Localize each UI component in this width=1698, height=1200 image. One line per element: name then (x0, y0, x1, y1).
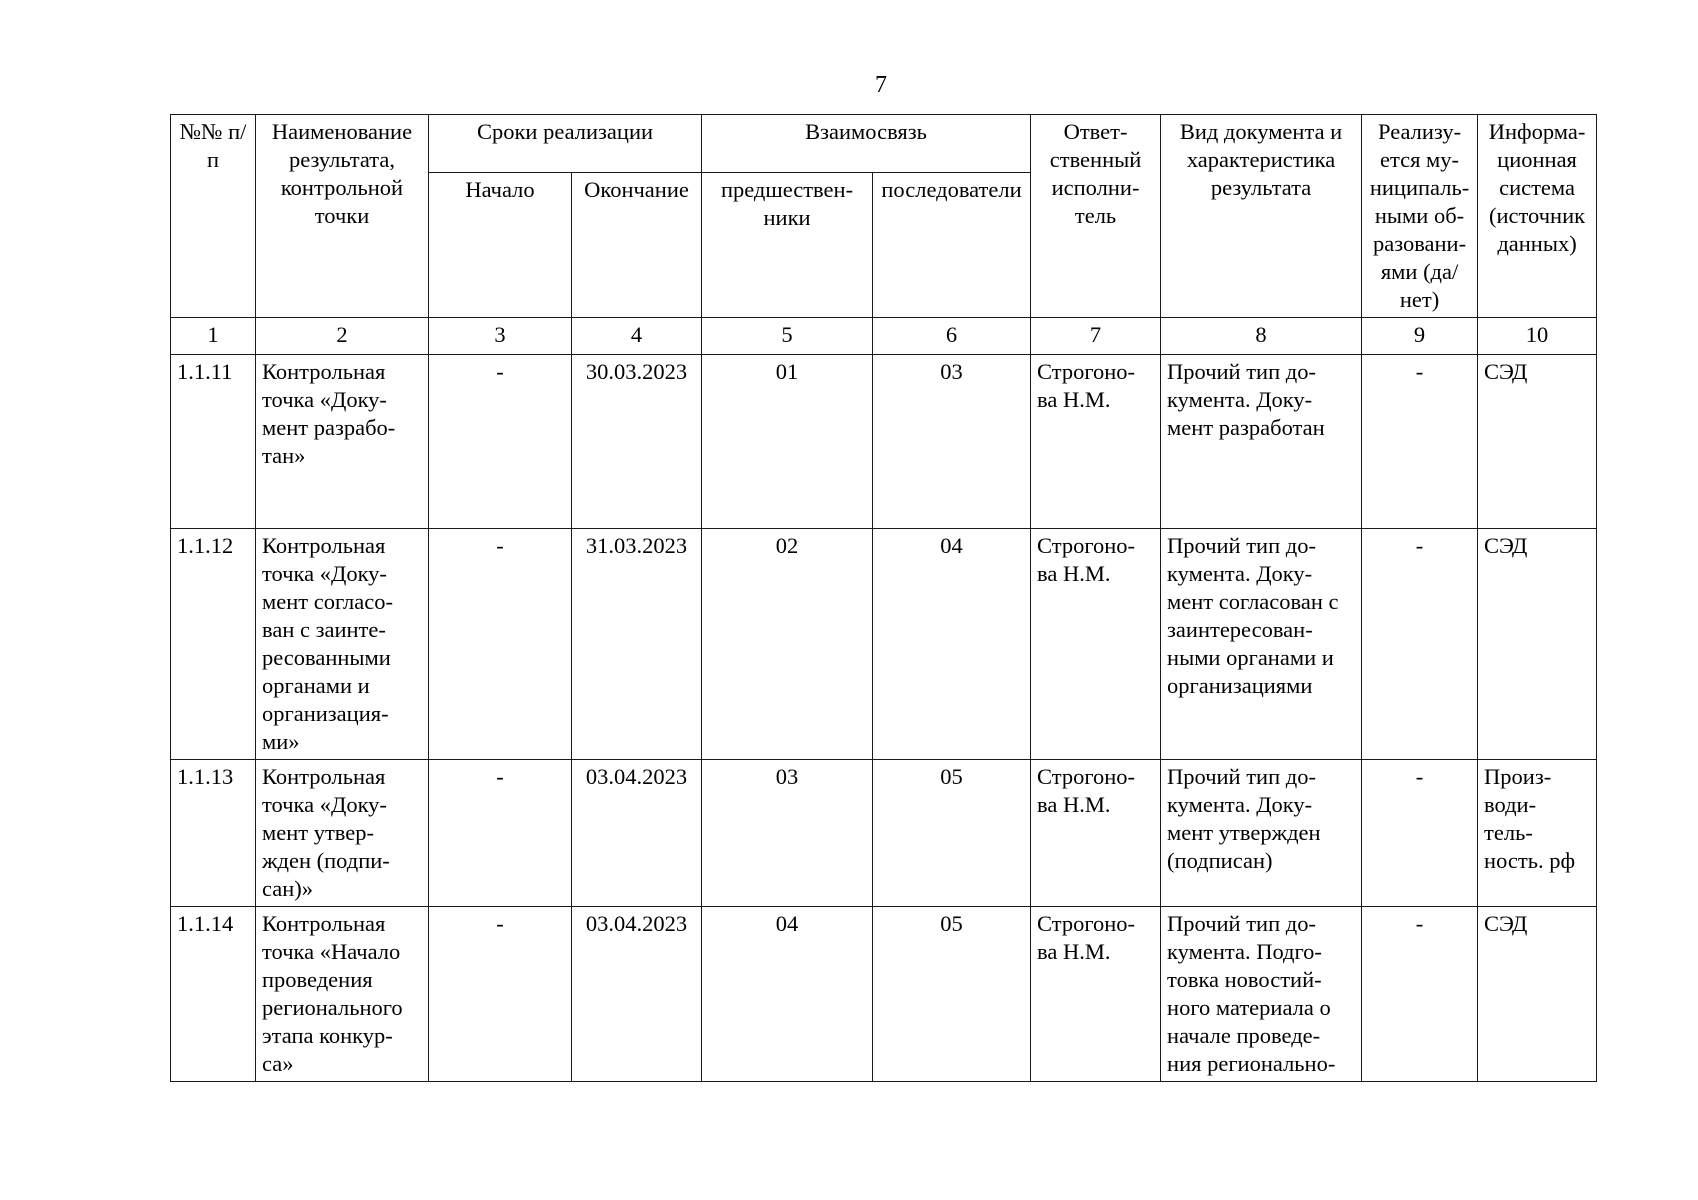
table-row (171, 529, 1597, 760)
row-info-system: СЭД (1478, 529, 1597, 760)
row-name: Контрольная точка «Начало проведения регионального этапа конкур- са» (256, 907, 429, 1082)
column-number: 5 (702, 318, 873, 355)
row-doc-type: Прочий тип до- кумента. Доку- мент согласован с заинтересован- ными органами и организациями (1161, 529, 1362, 760)
row-responsible: Строгоно- ва Н.М. (1031, 907, 1161, 1082)
row-start: - (429, 355, 572, 529)
column-number-row (171, 318, 1597, 355)
column-number: 6 (873, 318, 1031, 355)
row-predecessors: 04 (702, 907, 873, 1082)
row-doc-type: Прочий тип до- кумента. Подго- товка новостий- ного материала о начале проведе- ния регионально- (1161, 907, 1362, 1082)
row-start: - (429, 529, 572, 760)
row-predecessors: 02 (702, 529, 873, 760)
header-municipal: Реализу- ется му- ниципаль- ными об- разовани- ями (да/нет) (1362, 115, 1478, 318)
header-number: №№ п/п (171, 115, 256, 318)
row-doc-type: Прочий тип до- кумента. Доку- мент разработан (1161, 355, 1362, 529)
table-row (171, 907, 1597, 1082)
row-info-system: СЭД (1478, 355, 1597, 529)
column-number: 4 (572, 318, 702, 355)
column-number: 9 (1362, 318, 1478, 355)
row-successors: 05 (873, 907, 1031, 1082)
header-predecessors: предшествен- ники (702, 173, 873, 318)
column-number: 10 (1478, 318, 1597, 355)
row-municipal: - (1362, 907, 1478, 1082)
row-number: 1.1.12 (171, 529, 256, 760)
row-name: Контрольная точка «Доку- мент разрабо- тан» (256, 355, 429, 529)
control-points-table (170, 114, 1597, 1082)
row-end: 31.03.2023 (572, 529, 702, 760)
row-start: - (429, 760, 572, 907)
row-successors: 04 (873, 529, 1031, 760)
row-municipal: - (1362, 355, 1478, 529)
header-terms-start: Начало (429, 173, 572, 318)
row-end: 03.04.2023 (572, 760, 702, 907)
row-end: 03.04.2023 (572, 907, 702, 1082)
header-successors: последователи (873, 173, 1031, 318)
header-doc-type: Вид документа и характеристика результата (1161, 115, 1362, 318)
row-name: Контрольная точка «Доку- мент согласо- ван с заинте- ресованными органами и организация- ми» (256, 529, 429, 760)
page-number: 7 (875, 72, 887, 98)
row-predecessors: 01 (702, 355, 873, 529)
table-row (171, 760, 1597, 907)
row-responsible: Строгоно- ва Н.М. (1031, 529, 1161, 760)
row-predecessors: 03 (702, 760, 873, 907)
row-municipal: - (1362, 760, 1478, 907)
header-responsible: Ответ- ственный исполни- тель (1031, 115, 1161, 318)
header-row-top (171, 115, 1597, 173)
column-number: 3 (429, 318, 572, 355)
column-number: 7 (1031, 318, 1161, 355)
row-successors: 03 (873, 355, 1031, 529)
row-number: 1.1.13 (171, 760, 256, 907)
column-number: 2 (256, 318, 429, 355)
row-responsible: Строгоно- ва Н.М. (1031, 355, 1161, 529)
row-responsible: Строгоно- ва Н.М. (1031, 760, 1161, 907)
row-doc-type: Прочий тип до- кумента. Доку- мент утвержден (подписан) (1161, 760, 1362, 907)
row-successors: 05 (873, 760, 1031, 907)
row-start: - (429, 907, 572, 1082)
header-terms: Сроки реализации (429, 115, 702, 173)
row-end: 30.03.2023 (572, 355, 702, 529)
header-name: Наименование результата, контрольной точки (256, 115, 429, 318)
row-number: 1.1.11 (171, 355, 256, 529)
row-municipal: - (1362, 529, 1478, 760)
row-number: 1.1.14 (171, 907, 256, 1082)
header-info-system: Информа- ционная система (источник данных) (1478, 115, 1597, 318)
header-relation: Взаимосвязь (702, 115, 1031, 173)
column-number: 1 (171, 318, 256, 355)
row-info-system: СЭД (1478, 907, 1597, 1082)
header-terms-end: Окончание (572, 173, 702, 318)
table-row (171, 355, 1597, 529)
row-name: Контрольная точка «Доку- мент утвер- жден (подпи- сан)» (256, 760, 429, 907)
column-number: 8 (1161, 318, 1362, 355)
row-info-system: Произ- води- тель- ность. рф (1478, 760, 1597, 907)
